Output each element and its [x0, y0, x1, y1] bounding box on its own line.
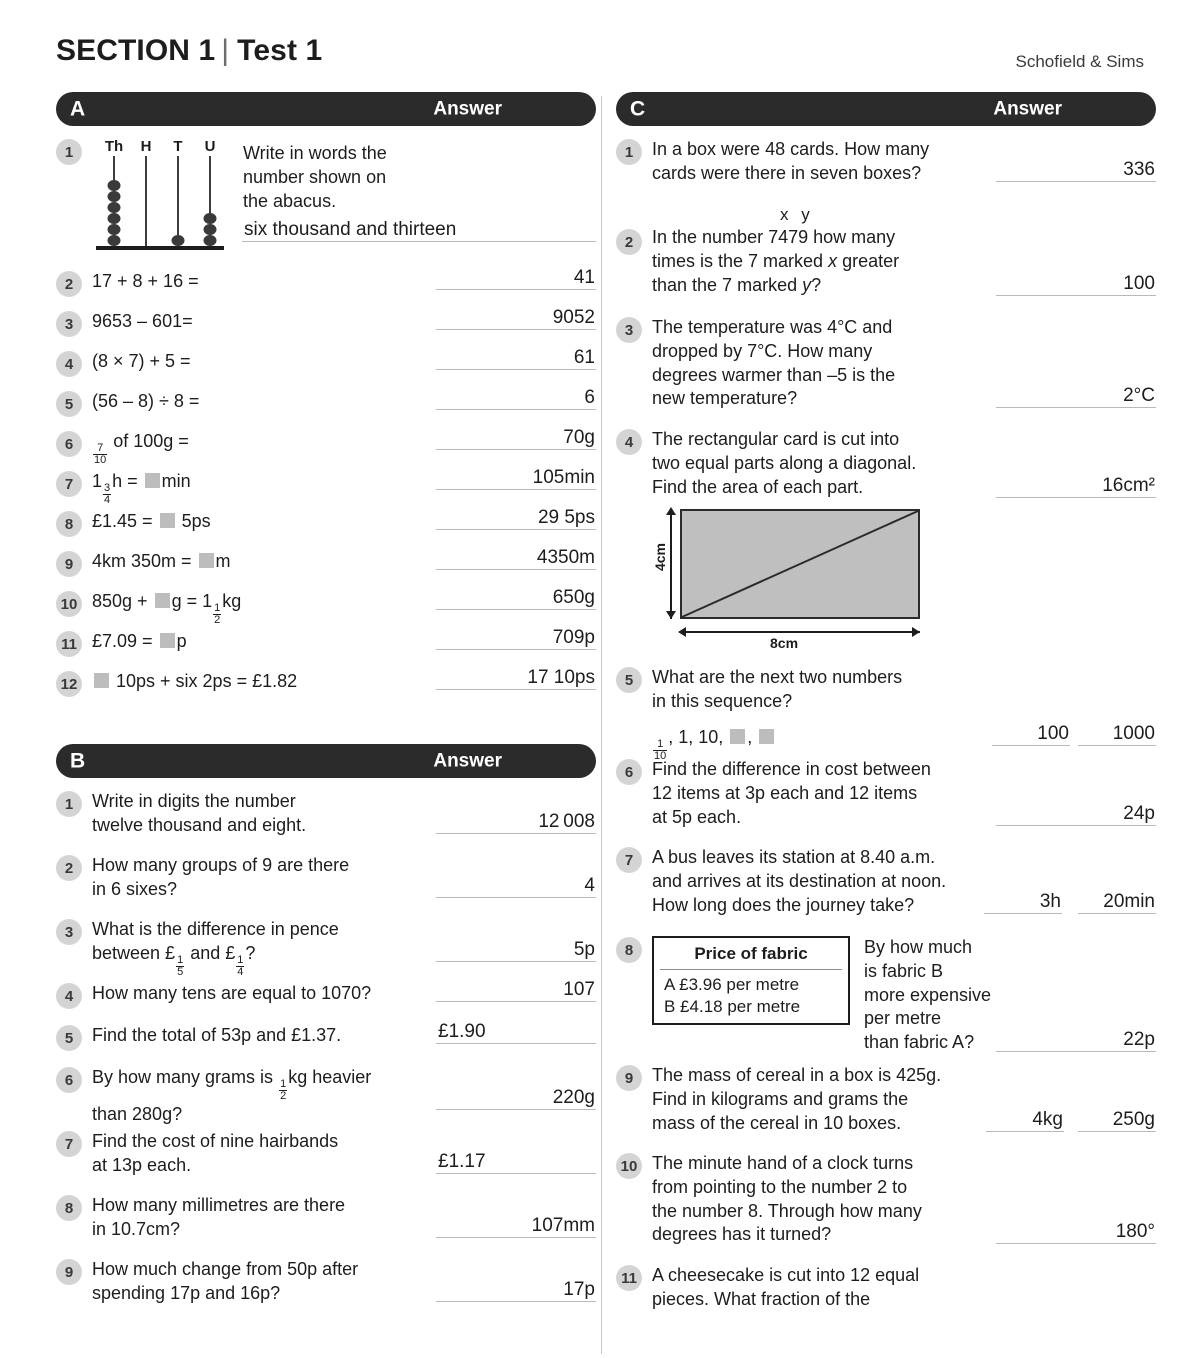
question-row [56, 138, 596, 256]
answer-field[interactable]: 17 10ps [436, 668, 596, 690]
width-label: 8cm [770, 635, 799, 652]
question-row [616, 138, 1156, 204]
page-header [0, 0, 1200, 88]
question-row [56, 307, 596, 350]
question-text-line: from pointing to the number 2 to [652, 1176, 908, 1197]
question-row [56, 1194, 596, 1258]
question-number: 5 [56, 391, 82, 417]
fraction [279, 1079, 287, 1102]
question-text-line: 12 items at 3p each and 12 items [652, 782, 918, 803]
answer-field[interactable]: 107 [436, 980, 596, 1002]
question-text-line: in 10.7cm? [92, 1218, 181, 1239]
question-text-line: times is the 7 marked x greater [652, 251, 900, 272]
fraction-numerator: 1 [214, 602, 221, 615]
fraction-numerator: 3 [104, 482, 111, 495]
question-number: 3 [56, 919, 82, 945]
question-text-pre: 1 [92, 471, 103, 491]
question-text: 4km 350m = m [92, 551, 231, 571]
question-text-line: A bus leaves its station at 8.40 a.m. [652, 847, 936, 867]
question-row [56, 347, 596, 390]
question-row [616, 846, 1156, 936]
question-text-line: A cheesecake is cut into 12 equal [652, 1265, 920, 1285]
fraction-denominator: 2 [280, 1090, 287, 1103]
question-number: 8 [56, 511, 82, 537]
sequence-line: $\frac{1}{10}$ , 1, 10, , [652, 726, 1156, 763]
fraction-denominator: 4 [237, 966, 244, 979]
question-number: 9 [616, 1065, 642, 1091]
blank-box-icon [759, 729, 774, 744]
question-number: 1 [56, 791, 82, 817]
question-row [56, 854, 596, 918]
question-text-line: mass of the cereal in 10 boxes. [652, 1112, 902, 1133]
blank-box-icon [155, 593, 170, 608]
publisher-name: Schofield & Sims [1015, 52, 1144, 71]
answer-field[interactable]: 100 [996, 274, 1156, 296]
question-row [56, 547, 596, 590]
question-number: 6 [616, 759, 642, 785]
abacus-bead [108, 224, 121, 235]
question-text-line: In the number 7479 how many [652, 227, 896, 248]
question-text-line: What are the next two numbers [652, 667, 903, 687]
question-text [652, 666, 1156, 714]
question-text: (8 × 7) + 5 = [92, 351, 191, 371]
abacus-rod [145, 156, 147, 248]
answer-field-2[interactable]: 20min [1078, 892, 1156, 914]
question-row [616, 1064, 1156, 1152]
abacus-col-label: H [140, 138, 152, 155]
question-number: 7 [56, 1131, 82, 1157]
question-row [56, 667, 596, 710]
fraction [93, 443, 107, 466]
question-text-line: two equal parts along a diagonal. [652, 452, 917, 473]
answer-field-1[interactable]: 4kg [986, 1110, 1064, 1132]
fraction-numerator: 1 [177, 953, 184, 966]
question-row [56, 587, 596, 630]
question-row [56, 979, 596, 1024]
abacus-bead [204, 213, 217, 224]
price-table-title: Price of fabric [660, 942, 842, 970]
text-pre: between £ [92, 942, 176, 963]
question-text-line: the number 8. Through how many [652, 1200, 922, 1221]
question-row [616, 428, 1156, 666]
question-text-line: What is the difference in pence [92, 919, 339, 939]
question-number: 1 [56, 139, 82, 165]
answer-field[interactable]: 9052 [436, 308, 596, 330]
column-divider [601, 96, 602, 1354]
diagonal-line-icon [680, 509, 920, 619]
question-number: 5 [616, 667, 642, 693]
question-text: (56 – 8) ÷ 8 = [92, 391, 200, 411]
answer-field[interactable]: 650g [436, 588, 596, 610]
question-text-line: than fabric A? [864, 1032, 975, 1052]
question-text-line: and arrives at its destination at noon. [652, 870, 947, 891]
question-number: 10 [56, 591, 82, 617]
question-number: 7 [616, 847, 642, 873]
fraction-denominator: 5 [177, 966, 184, 979]
question-text-line: new temperature? [652, 388, 798, 409]
question-text-line: By how much [864, 937, 973, 957]
abacus-col-label: U [204, 138, 216, 155]
answer-field[interactable]: 70g [436, 428, 596, 450]
answer-field[interactable]: 17p [436, 1280, 596, 1302]
question-text-line: How many millimetres are there [92, 1195, 346, 1215]
rectangle-diagram [652, 505, 942, 650]
question-text-line: The mass of cereal in a box is 425g. [652, 1065, 942, 1085]
answer-field[interactable]: 709p [436, 628, 596, 650]
answer-field-1[interactable]: 3h [984, 892, 1062, 914]
question-number: 10 [616, 1153, 642, 1179]
answer-field[interactable]: 2°C [996, 386, 1156, 408]
question-row [56, 467, 596, 510]
question-text-line: in this sequence? [652, 690, 793, 711]
blank-box-icon [160, 513, 175, 528]
question-text-line: Find in kilograms and grams the [652, 1088, 909, 1109]
answer-field[interactable]: 180° [996, 1222, 1156, 1244]
blank-box-icon [94, 673, 109, 688]
answer-field[interactable]: 24p [996, 804, 1156, 826]
price-table [652, 936, 850, 1025]
answer-field[interactable]: 220g [436, 1088, 596, 1110]
abacus-diagram [92, 138, 227, 256]
question-text-line: The temperature was 4°C and [652, 317, 893, 337]
question-number: 6 [56, 1067, 82, 1093]
question-text: 9653 – 601= [92, 311, 193, 331]
question-row [56, 918, 596, 982]
question-row [56, 267, 596, 310]
text-post: kg heavier [288, 1067, 372, 1087]
question-text-line: Write in words the [243, 143, 387, 163]
question-text-line: How many groups of 9 are there [92, 855, 350, 875]
answer-field[interactable]: 6 [436, 388, 596, 410]
question-number: 5 [56, 1025, 82, 1051]
fraction [236, 955, 244, 978]
question-text: Find the total of 53p and £1.37. [92, 1025, 342, 1045]
fraction [103, 483, 111, 506]
answer-field[interactable]: 61 [436, 348, 596, 370]
abacus-bead [108, 235, 121, 246]
question-number: 2 [616, 229, 642, 255]
abacus-bead [108, 191, 121, 202]
xy-marker-label: x y [780, 205, 814, 224]
question-text-line: The rectangular card is cut into [652, 429, 900, 449]
question-text-rest: of 100g = [108, 431, 189, 451]
abacus-bead [204, 235, 217, 246]
question-text-line: the abacus. [243, 190, 337, 211]
question-text: 10ps + six 2ps = £1.82 [92, 670, 596, 694]
section-letter-b: B [70, 749, 86, 773]
question-row [56, 427, 596, 470]
answer-field-2[interactable]: 1000 [1078, 724, 1156, 746]
question-row [616, 1264, 1156, 1324]
question-text-line: The minute hand of a clock turns [652, 1153, 914, 1173]
question-text-line: Find the difference in cost between [652, 759, 931, 779]
arrow-right-icon [912, 627, 920, 637]
question-row [616, 936, 1156, 1064]
answer-field[interactable]: 4 [436, 876, 596, 898]
answer-field[interactable]: 336 [996, 160, 1156, 182]
question-number: 4 [616, 429, 642, 455]
answer-field[interactable]: 107mm [436, 1216, 596, 1238]
question-number: 6 [56, 431, 82, 457]
fraction-denominator: 4 [104, 494, 111, 507]
question-text [652, 1264, 1156, 1312]
question-number: 11 [616, 1265, 642, 1291]
section-letter-a: A [70, 97, 86, 121]
question-text-line: at 13p each. [92, 1154, 192, 1175]
arrow-down-icon [666, 611, 676, 619]
question-number: 12 [56, 671, 82, 697]
answer-header-b: Answer [433, 750, 502, 772]
section-banner-b [56, 744, 596, 778]
question-text-line: at 5p each. [652, 806, 742, 827]
question-text-line: dropped by 7°C. How many [652, 340, 873, 361]
question-number: 8 [616, 937, 642, 963]
fraction-denominator: 2 [214, 614, 221, 627]
fraction-numerator: 1 [653, 739, 667, 751]
question-text-line: degrees has it turned? [652, 1224, 832, 1245]
question-text-line: twelve thousand and eight. [92, 814, 307, 835]
answer-header-c: Answer [993, 98, 1062, 120]
question-number: 2 [56, 271, 82, 297]
question-text [243, 138, 387, 213]
question-row [56, 1066, 596, 1130]
price-table-row: A £3.96 per metre [664, 975, 800, 994]
question-row [56, 1258, 596, 1322]
text-post: ? [245, 942, 256, 963]
question-number: 7 [56, 471, 82, 497]
question-text-line: is fabric B [864, 960, 944, 981]
answer-field[interactable]: 5p [436, 940, 596, 962]
fraction-numerator: 7 [93, 443, 107, 455]
question-number: 9 [56, 551, 82, 577]
text-pre: By how many grams is [92, 1067, 279, 1087]
question-text-line: Find the area of each part. [652, 476, 864, 497]
question-text-line: than the 7 marked y? [652, 274, 822, 295]
answer-header-a: Answer [433, 98, 502, 120]
height-dimension-line [670, 509, 672, 619]
question-number: 4 [56, 983, 82, 1009]
section-label: SECTION 1 [56, 34, 216, 67]
question-row [616, 204, 1156, 316]
question-text-line: Find the cost of nine hairbands [92, 1131, 339, 1151]
answer-field[interactable]: £1.17 [436, 1152, 596, 1174]
question-text: 17 + 8 + 16 = [92, 271, 199, 291]
title-separator: | [221, 34, 230, 67]
question-text: How many tens are equal to 1070? [92, 983, 372, 1003]
price-table-row: B £4.18 per metre [664, 997, 801, 1016]
arrow-up-icon [666, 507, 676, 515]
fraction-numerator: 1 [280, 1078, 287, 1091]
question-text-line: Write in digits the number [92, 791, 296, 811]
question-text: 1 $\frac{3}{4}$ h = min [92, 471, 191, 507]
width-dimension-line [680, 631, 920, 633]
answer-field[interactable]: 12 008 [436, 812, 596, 834]
test-label: Test 1 [237, 34, 323, 67]
question-text-line: in 6 sixes? [92, 878, 178, 899]
abacus-col-label: Th [104, 138, 124, 155]
answer-field[interactable]: 16cm² [996, 476, 1156, 498]
answer-field[interactable]: 41 [436, 268, 596, 290]
question-text-line: degrees warmer than –5 is the [652, 364, 896, 385]
blank-box-icon [160, 633, 175, 648]
abacus-bead [108, 202, 121, 213]
question-number: 1 [616, 139, 642, 165]
abacus-base [96, 246, 224, 250]
question-number: 3 [616, 317, 642, 343]
blank-box-icon [145, 473, 160, 488]
question-row [56, 387, 596, 430]
italic-x: x [828, 251, 838, 272]
answer-field[interactable]: six thousand and thirteen [242, 220, 596, 242]
italic-y: y [802, 274, 812, 295]
left-column [56, 92, 596, 1322]
abacus-bead [108, 213, 121, 224]
question-row [616, 1152, 1156, 1264]
abacus-bead [172, 235, 185, 246]
fraction [176, 955, 184, 978]
section-banner-c [616, 92, 1156, 126]
answer-field[interactable]: £1.90 [436, 1022, 596, 1044]
question-text-line: cards were there in seven boxes? [652, 162, 922, 183]
question-number: 11 [56, 631, 82, 657]
question-row [56, 627, 596, 670]
question-text-line: How long does the journey take? [652, 894, 915, 915]
text-mid: and £ [185, 942, 236, 963]
fraction-numerator: 1 [237, 953, 244, 966]
answer-field-2[interactable]: 250g [1078, 1110, 1156, 1132]
abacus-bead [108, 180, 121, 191]
question-text: £1.45 = 5ps [92, 511, 211, 531]
abacus-col-label: T [173, 138, 183, 155]
question-row [56, 1130, 596, 1194]
question-text-line: How much change from 50p after [92, 1259, 359, 1279]
question-text-line: than 280g? [92, 1103, 183, 1124]
question-text-line: number shown on [243, 166, 387, 187]
question-number: 4 [56, 351, 82, 377]
question-row [56, 507, 596, 550]
question-text [864, 936, 991, 1055]
question-text-line: per metre [864, 1008, 942, 1029]
arrow-left-icon [678, 627, 686, 637]
question-number: 8 [56, 1195, 82, 1221]
fraction [213, 603, 221, 626]
question-row [616, 316, 1156, 428]
section-letter-c: C [630, 97, 646, 121]
right-column [616, 92, 1156, 1324]
fraction-denominator: 10 [94, 454, 107, 467]
abacus-bead [204, 224, 217, 235]
answer-field[interactable]: 29 5ps [436, 508, 596, 530]
question-row [616, 666, 1156, 762]
answer-field[interactable]: 4350m [436, 548, 596, 570]
question-number: 2 [56, 855, 82, 881]
page-title [56, 34, 322, 68]
question-row [56, 790, 596, 854]
question-text-line: In a box were 48 cards. How many [652, 139, 930, 159]
height-label: 4cm [652, 543, 669, 572]
blank-box-icon [730, 729, 745, 744]
question-row [616, 758, 1156, 846]
question-number: 9 [56, 1259, 82, 1285]
question-row [56, 1021, 596, 1066]
answer-field[interactable]: 22p [996, 1030, 1156, 1052]
section-banner-a [56, 92, 596, 126]
question-text-line: more expensive [864, 984, 992, 1005]
question-text: 850g + g = 1 $\frac{1}{2}$ kg [92, 591, 242, 627]
question-text-line: spending 17p and 16p? [92, 1282, 281, 1303]
question-text-line: pieces. What fraction of the [652, 1288, 871, 1309]
question-number: 3 [56, 311, 82, 337]
answer-field[interactable]: 105min [436, 468, 596, 490]
fraction-denominator: 10 [654, 749, 667, 762]
answer-field-1[interactable]: 100 [992, 724, 1070, 746]
blank-box-icon [199, 553, 214, 568]
question-text: £7.09 = p [92, 631, 187, 651]
